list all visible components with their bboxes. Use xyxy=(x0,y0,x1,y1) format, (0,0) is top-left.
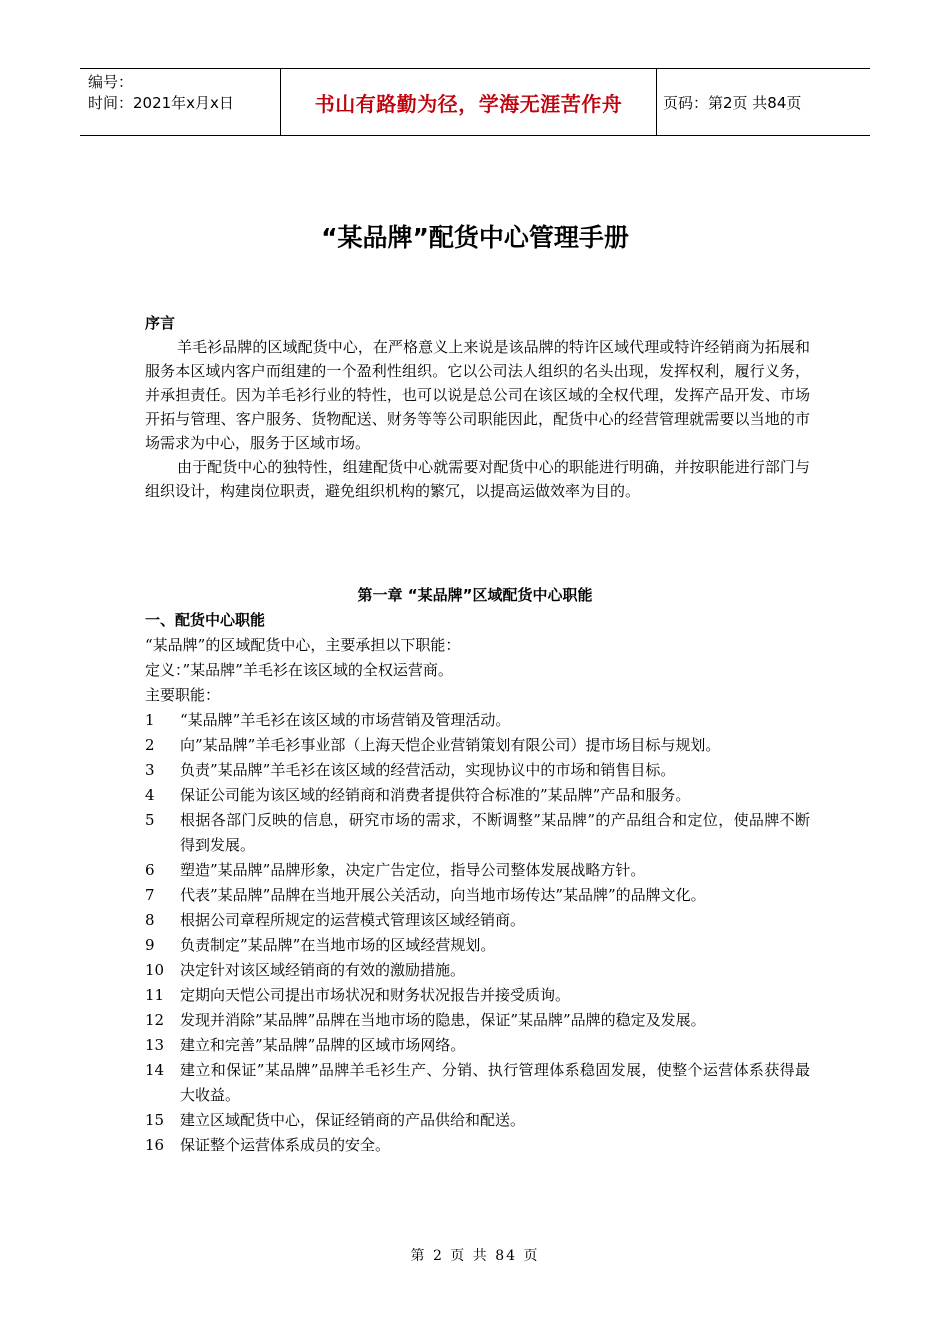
function-list xyxy=(145,708,810,1158)
list-item-number: 2 xyxy=(145,736,155,754)
intro-line: “某品牌”的区域配货中心，主要承担以下职能： xyxy=(145,636,461,654)
preface-body xyxy=(145,335,810,503)
list-item-number: 14 xyxy=(145,1061,165,1079)
list-item-text: 塑造”某品牌”品牌形象，决定广告定位，指导公司整体发展战略方针。 xyxy=(180,861,646,879)
list-item xyxy=(145,1133,810,1158)
list-item xyxy=(145,883,810,908)
header-number-label: 编号： xyxy=(88,73,134,91)
list-item xyxy=(145,708,810,733)
preface-paragraph: 羊毛衫品牌的区域配货中心，在严格意义上来说是该品牌的特许区域代理或特许经销商为拓展和服务本区域内客户而组建的一个盈利性组织。它以公司法人组织的名头出现，发挥权利，履行义务，并承担责任。因为羊毛衫行业的特性，也可以说是总公司在该区域的全权代理，发挥产品开发、市场开拓与管理、客户服务、货物配送、财务等等公司职能因此，配货中心的经营管理就需要以当地的市场需求为中心，服务于区域市场。 xyxy=(145,338,810,452)
list-item-text: 定期向天恺公司提出市场状况和财务状况报告并接受质询。 xyxy=(180,986,571,1004)
list-item-text: 负责制定”某品牌”在当地市场的区域经营规划。 xyxy=(180,936,496,954)
chapter-title: 第一章 “某品牌”区域配货中心职能 xyxy=(357,586,593,604)
page-header xyxy=(80,68,870,136)
intro-line: 主要职能： xyxy=(145,686,221,704)
list-item-number: 16 xyxy=(145,1136,165,1154)
list-item-number: 3 xyxy=(145,761,155,779)
list-item-text: 保证整个运营体系成员的安全。 xyxy=(180,1136,391,1154)
list-item-number: 6 xyxy=(145,861,155,879)
list-item-number: 12 xyxy=(145,1011,165,1029)
list-item-text: “某品牌”羊毛衫在该区域的市场营销及管理活动。 xyxy=(180,711,511,729)
list-item-text: 根据公司章程所规定的运营模式管理该区域经销商。 xyxy=(180,911,526,929)
list-item xyxy=(145,758,810,783)
list-item-number: 1 xyxy=(145,711,155,729)
list-item-number: 10 xyxy=(145,961,165,979)
preface-heading: 序言 xyxy=(145,314,176,332)
list-item xyxy=(145,783,810,808)
intro-line: 定义：”某品牌”羊毛衫在该区域的全权运营商。 xyxy=(145,661,453,679)
page-footer: 第 2 页 共 84 页 xyxy=(410,1248,540,1264)
list-item-number: 13 xyxy=(145,1036,165,1054)
list-item xyxy=(145,908,810,933)
list-item-text: 保证公司能为该区域的经销商和消费者提供符合标准的”某品牌”产品和服务。 xyxy=(180,786,691,804)
list-item xyxy=(145,808,810,858)
list-item xyxy=(145,1033,810,1058)
header-motto: 书山有路勤为径，学海无涯苦作舟 xyxy=(281,69,657,135)
intro-lines xyxy=(145,633,460,708)
list-item-text: 建立和保证”某品牌”品牌羊毛衫生产、分销、执行管理体系稳固发展，使整个运营体系获得最大收益。 xyxy=(180,1061,810,1104)
list-item-text: 决定针对该区域经销商的有效的激励措施。 xyxy=(180,961,466,979)
list-item xyxy=(145,733,810,758)
list-item xyxy=(145,983,810,1008)
list-item-text: 建立区域配货中心，保证经销商的产品供给和配送。 xyxy=(180,1111,526,1129)
list-item xyxy=(145,1108,810,1133)
list-item-text: 建立和完善”某品牌”品牌的区域市场网络。 xyxy=(180,1036,466,1054)
list-item xyxy=(145,958,810,983)
list-item-text: 发现并消除”某品牌”品牌在当地市场的隐患，保证”某品牌”品牌的稳定及发展。 xyxy=(180,1011,706,1029)
list-item xyxy=(145,1058,810,1108)
list-item-number: 11 xyxy=(145,986,165,1004)
preface-paragraph: 由于配货中心的独特性，组建配货中心就需要对配货中心的职能进行明确，并按职能进行部门与组织设计，构建岗位职责，避免组织机构的繁冗，以提高运做效率为目的。 xyxy=(145,458,810,500)
list-item-number: 5 xyxy=(145,811,155,829)
list-item-number: 8 xyxy=(145,911,155,929)
header-meta-cell xyxy=(80,69,281,135)
section-heading: 一、配货中心职能 xyxy=(145,611,266,629)
header-page-info: 页码：第2页 共84页 xyxy=(663,93,802,112)
list-item-number: 7 xyxy=(145,886,155,904)
list-item xyxy=(145,858,810,883)
list-item-text: 负责”某品牌”羊毛衫在该区域的经营活动，实现协议中的市场和销售目标。 xyxy=(180,761,676,779)
list-item-number: 9 xyxy=(145,936,155,954)
list-item-text: 代表”某品牌”品牌在当地开展公关活动，向当地市场传达”某品牌”的品牌文化。 xyxy=(180,886,706,904)
document-title: “某品牌”配货中心管理手册 xyxy=(321,223,629,252)
header-time-label: 时间：2021年x月x日 xyxy=(88,94,234,112)
list-item-text: 根据各部门反映的信息，研究市场的需求，不断调整”某品牌”的产品组合和定位，使品牌不断得到发展。 xyxy=(180,811,810,854)
list-item-number: 15 xyxy=(145,1111,165,1129)
list-item-number: 4 xyxy=(145,786,155,804)
list-item xyxy=(145,933,810,958)
list-item-text: 向”某品牌”羊毛衫事业部（上海天恺企业营销策划有限公司）提市场目标与规划。 xyxy=(180,736,721,754)
list-item xyxy=(145,1008,810,1033)
